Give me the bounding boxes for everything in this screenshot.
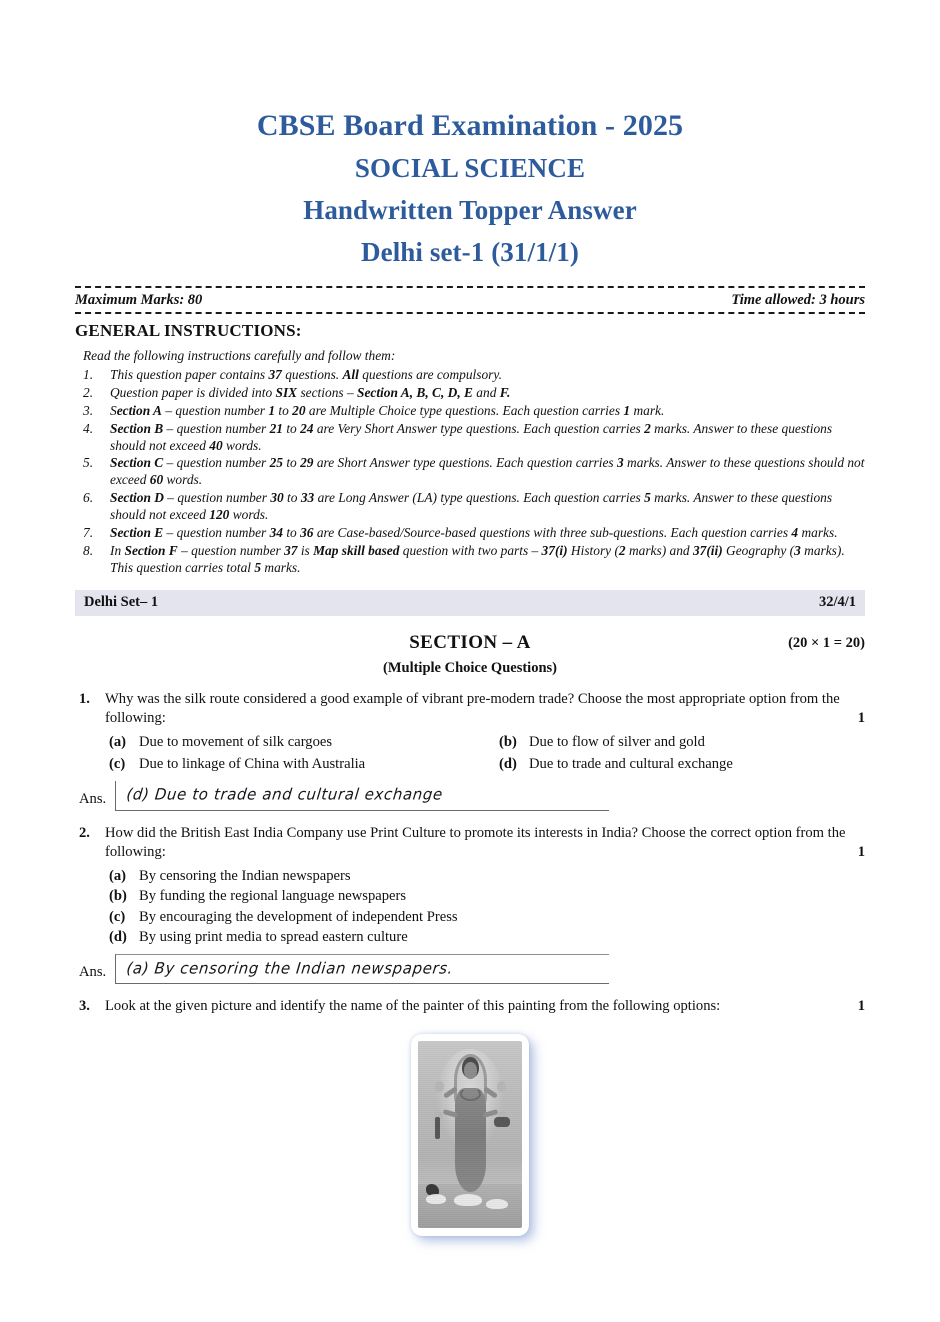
instruction-item xyxy=(83,367,865,384)
question-number: 2. xyxy=(79,824,90,841)
option-text: Due to trade and cultural exchange xyxy=(529,756,733,773)
answer-field[interactable] xyxy=(115,954,609,984)
question-marks: 1 xyxy=(857,844,865,861)
time-allowed-label: Time allowed: 3 hours xyxy=(731,292,865,308)
instruction-item xyxy=(83,525,865,542)
header-line-set-code: Delhi set-1 (31/1/1) xyxy=(361,237,579,267)
option-b[interactable] xyxy=(499,732,865,753)
instruction-text: Section B – question number 21 to 24 are Very Short Answer type questions. Each question carries 2 marks. Answer to these questions should not exceed 40 words. xyxy=(110,420,833,453)
instruction-number: 6. xyxy=(83,490,94,506)
handwritten-answer-text: (d) Due to trade and cultural exchange xyxy=(125,784,444,804)
option-key: (c) xyxy=(109,908,126,925)
option-d[interactable] xyxy=(109,927,865,948)
question-marks: 1 xyxy=(857,997,865,1014)
answer-label: Ans. xyxy=(79,790,107,807)
option-list xyxy=(75,732,865,775)
set-identifier-bar xyxy=(75,590,865,616)
instruction-item xyxy=(83,543,865,577)
general-instructions-heading: GENERAL INSTRUCTIONS: xyxy=(75,321,302,340)
option-a[interactable] xyxy=(109,732,499,753)
bharat-mata-painting-image xyxy=(418,1041,522,1228)
question-block xyxy=(75,690,865,811)
question-head xyxy=(75,997,865,1017)
instruction-number: 2. xyxy=(83,384,94,400)
header-line-subject: SOCIAL SCIENCE xyxy=(354,153,586,183)
option-text: Due to flow of silver and gold xyxy=(529,733,705,750)
instruction-text: Section C – question number 25 to 29 are Short Answer type questions. Each question carries 3 marks. Answer to these questions should not exceed 60 words. xyxy=(110,455,865,488)
option-key: (a) xyxy=(109,733,127,750)
section-marks: (20 × 1 = 20) xyxy=(788,634,865,651)
answer-label: Ans. xyxy=(79,963,107,980)
answer-field[interactable] xyxy=(115,781,609,811)
option-b[interactable] xyxy=(109,886,865,907)
option-key: (c) xyxy=(109,756,126,773)
instruction-text: Section A – question number 1 to 20 are Multiple Choice type questions. Each question carries 1 mark. xyxy=(110,402,665,418)
instruction-number: 4. xyxy=(83,420,94,436)
instruction-item xyxy=(83,403,865,420)
maximum-marks-label: Maximum Marks: 80 xyxy=(75,292,203,308)
divider-dashed-bottom xyxy=(75,312,865,314)
question-head xyxy=(75,690,865,729)
question-text: Why was the silk route considered a good example of vibrant pre-modern trade? Choose the most appropriate option from the following: 1 xyxy=(105,690,865,729)
option-a[interactable] xyxy=(109,866,865,887)
header-line-doc-type: Handwritten Topper Answer xyxy=(303,195,637,225)
option-d[interactable] xyxy=(499,754,865,775)
questions-container xyxy=(75,690,865,1237)
option-text: By using print media to spread eastern culture xyxy=(139,929,408,946)
painting-shape xyxy=(418,1041,522,1228)
set-name: Delhi Set– 1 xyxy=(84,593,159,610)
question-head xyxy=(75,824,865,863)
option-key: (b) xyxy=(499,733,517,750)
question-block xyxy=(75,997,865,1237)
question-number: 3. xyxy=(79,997,90,1014)
instruction-number: 3. xyxy=(83,402,94,418)
option-c[interactable] xyxy=(109,754,499,775)
question-text: Look at the given picture and identify the name of the painter of this painting from the following options: 1 xyxy=(105,997,865,1017)
section-header xyxy=(75,632,865,654)
option-text: By funding the regional language newspapers xyxy=(139,888,407,905)
instruction-text: Question paper is divided into SIX sections – Section A, B, C, D, E and F. xyxy=(110,384,511,400)
question-number: 1. xyxy=(79,690,90,707)
option-text: By censoring the Indian newspapers xyxy=(139,867,351,884)
instruction-item xyxy=(83,455,865,489)
general-instructions-list xyxy=(75,348,865,577)
exam-meta-row xyxy=(75,288,865,312)
section-title: SECTION – A xyxy=(409,631,531,653)
option-key: (b) xyxy=(109,888,127,905)
instruction-item xyxy=(83,490,865,524)
instructions-lead: Read the following instructions carefully and follow them: xyxy=(83,348,396,363)
option-text: Due to linkage of China with Australia xyxy=(139,756,366,773)
document-header xyxy=(75,0,865,273)
instruction-item xyxy=(83,385,865,402)
instruction-text: In Section F – question number 37 is Map skill based question with two parts – 37(i) History (2 marks) and 37(ii) Geography (3 marks). This question carries total 5 marks. xyxy=(110,542,845,575)
painting-frame xyxy=(411,1034,529,1236)
instruction-text: This question paper contains 37 questions. All questions are compulsory. xyxy=(110,366,502,382)
option-text: Due to movement of silk cargoes xyxy=(139,733,333,750)
instruction-number: 8. xyxy=(83,542,94,558)
header-line-exam-title: CBSE Board Examination - 2025 xyxy=(256,109,684,142)
question-text: How did the British East India Company use Print Culture to promote its interests in India? Choose the correct option from the following: 1 xyxy=(105,824,865,863)
option-c[interactable] xyxy=(109,907,865,928)
option-key: (a) xyxy=(109,867,127,884)
option-key: (d) xyxy=(109,929,127,946)
question-marks: 1 xyxy=(857,710,865,727)
option-text: By encouraging the development of independent Press xyxy=(139,908,458,925)
question-figure-wrapper xyxy=(75,1034,865,1236)
instruction-number: 5. xyxy=(83,455,94,471)
option-key: (d) xyxy=(499,756,517,773)
instruction-text: Section E – question number 34 to 36 are Case-based/Source-based questions with three sub-questions. Each question carries 4 marks. xyxy=(110,525,838,541)
instruction-number: 7. xyxy=(83,525,94,541)
instruction-number: 1. xyxy=(83,366,94,382)
paper-code: 32/4/1 xyxy=(818,593,856,610)
answer-row xyxy=(75,954,865,984)
instruction-item xyxy=(83,421,865,455)
option-list xyxy=(75,866,865,948)
section-subtitle: (Multiple Choice Questions) xyxy=(383,659,557,676)
question-block xyxy=(75,824,865,984)
handwritten-answer-text: (a) By censoring the Indian newspapers. xyxy=(125,958,455,978)
answer-row xyxy=(75,781,865,811)
instruction-text: Section D – question number 30 to 33 are Long Answer (LA) type questions. Each question carries 5 marks. Answer to these questions should not exceed 120 words. xyxy=(110,490,833,523)
